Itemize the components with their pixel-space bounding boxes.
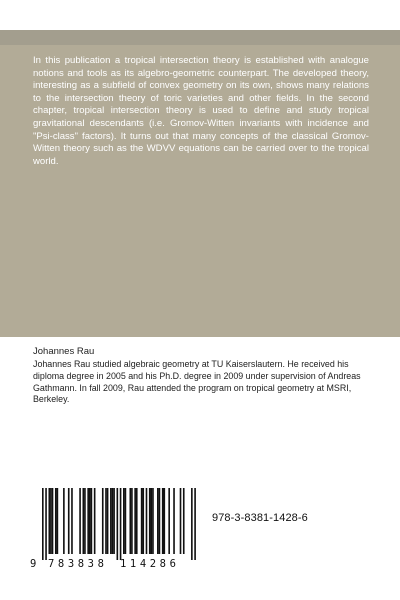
- barcode-guard-bar: [191, 488, 193, 560]
- barcode-bar: [142, 488, 144, 554]
- barcode-bar: [102, 488, 104, 554]
- barcode-bar: [149, 488, 151, 554]
- barcode-bar: [52, 488, 54, 554]
- barcode-bar: [87, 488, 89, 554]
- isbn-number: 978-3-8381-1428-6: [212, 512, 308, 524]
- barcode-bar: [113, 488, 115, 554]
- barcode-bar: [112, 488, 114, 554]
- barcode-guard-bar: [42, 488, 44, 560]
- barcode-bar: [48, 488, 50, 554]
- barcode-left-group: 783838: [48, 558, 108, 570]
- barcode-bars: [30, 488, 210, 560]
- barcode-bar: [123, 488, 125, 554]
- barcode-guard-bar: [120, 488, 122, 560]
- barcode-bar: [83, 488, 85, 554]
- barcode-bar: [151, 488, 153, 554]
- barcode-bar: [94, 488, 96, 554]
- barcode-bar: [129, 488, 131, 554]
- barcode-bar: [89, 488, 91, 554]
- barcode-guard-bar: [117, 488, 119, 560]
- barcode-bar: [50, 488, 52, 554]
- barcode-bar: [146, 488, 148, 554]
- book-description: In this publication a tropical intersection theory is established with analogue notions and tools as its algebro-geometric counterpart. The developed theory, interesting as a subfield of convex geometry on its own, shows many relations to the intersection theory of toric varieties and other fields. In the second chapter, tropical intersection theory is used to define and study tropical gravitational descendants (i.e. Gromov-Witten invariants with incidence and "Psi-class" factors). It turns out that many concepts of the classical Gromov-Witten theory such as the WDVV equations can be carried over to the tropical world.: [33, 55, 369, 167]
- barcode-bar: [180, 488, 182, 554]
- barcode-bar: [168, 488, 170, 554]
- author-section: [33, 346, 373, 406]
- barcode-bar: [164, 488, 166, 554]
- barcode-bar: [55, 488, 57, 554]
- barcode-bar: [134, 488, 136, 554]
- barcode-guard-bar: [194, 488, 196, 560]
- barcode-guard-bar: [45, 488, 47, 560]
- barcode-bar: [68, 488, 70, 554]
- barcode-bar: [131, 488, 133, 554]
- barcode-bar: [141, 488, 143, 554]
- barcode-bar: [173, 488, 175, 554]
- top-color-band: [0, 30, 400, 45]
- barcode-bar: [79, 488, 81, 554]
- barcode-bar: [183, 488, 185, 554]
- barcode-bar: [105, 488, 107, 554]
- barcode-bar: [84, 488, 86, 554]
- barcode-bar: [162, 488, 164, 554]
- barcode-bar: [125, 488, 127, 554]
- barcode-bar: [110, 488, 112, 554]
- author-bio: Johannes Rau studied algebraic geometry at TU Kaiserslautern. He received his diploma degree in 2005 and his Ph.D. degree in 2009 under supervision of Andreas Gathmann. In fall 2009, Rau attended the program on tropical geometry at MSRI, Berkeley.: [33, 359, 361, 405]
- barcode-bar: [159, 488, 161, 554]
- barcode-bar: [91, 488, 93, 554]
- author-name: Johannes Rau: [33, 346, 95, 357]
- barcode-bar: [63, 488, 65, 554]
- barcode-bar: [157, 488, 159, 554]
- barcode-right-group: 114286: [120, 558, 180, 570]
- barcode-bar: [71, 488, 73, 554]
- barcode-bar: [57, 488, 59, 554]
- barcode-bar: [136, 488, 138, 554]
- barcode: [30, 488, 210, 568]
- barcode-bar: [152, 488, 154, 554]
- barcode-lead-digit: 9: [30, 558, 37, 570]
- barcode-bar: [107, 488, 109, 554]
